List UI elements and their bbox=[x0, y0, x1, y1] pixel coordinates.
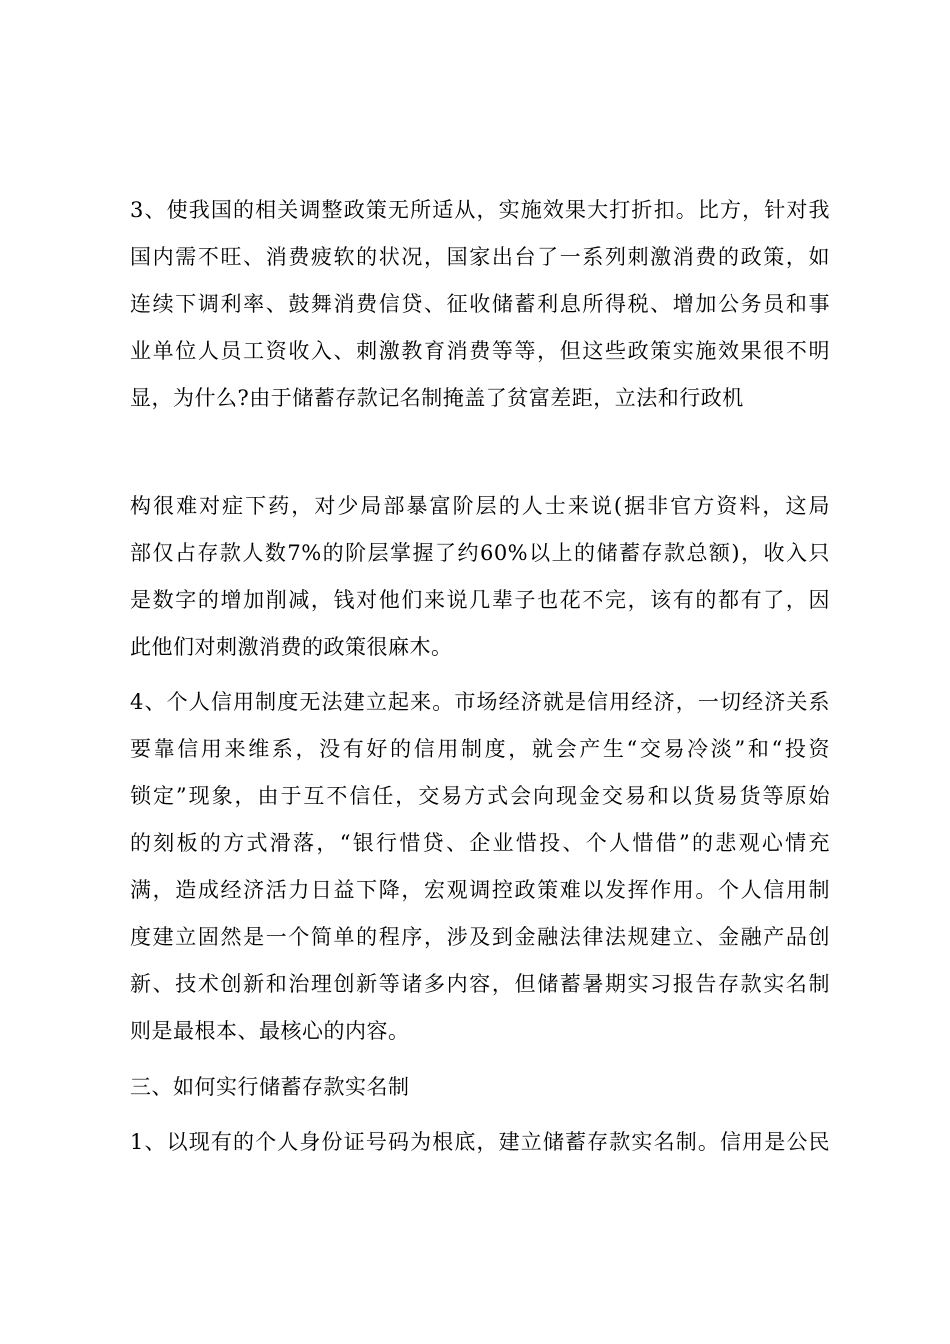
paragraph-3-line-1: 4、个人信用制度无法建立起来。市场经济就是信用经济，一切经济关系 bbox=[130, 690, 830, 714]
paragraph-1-line-5: 显，为什么?由于储蓄存款记名制掩盖了贫富差距，立法和行政机 bbox=[130, 386, 744, 410]
paragraph-3-line-5: 满，造成经济活力日益下降，宏观调控政策难以发挥作用。个人信用制 bbox=[130, 878, 830, 902]
paragraph-3-line-3: 锁定”现象，由于互不信任，交易方式会向现金交易和以货易货等原始 bbox=[130, 784, 830, 808]
paragraph-3-line-2: 要靠信用来维系，没有好的信用制度，就会产生“交易冷淡”和“投资 bbox=[130, 737, 830, 761]
paragraph-1-line-4: 业单位人员工资收入、刺激教育消费等等，但这些政策实施效果很不明 bbox=[130, 339, 830, 363]
section-heading: 三、如何实行储蓄存款实名制 bbox=[130, 1075, 410, 1099]
paragraph-1-line-3: 连续下调利率、鼓舞消费信贷、征收储蓄利息所得税、增加公务员和事 bbox=[130, 292, 830, 316]
paragraph-3-line-7: 新、技术创新和治理创新等诸多内容，但储蓄暑期实习报告存款实名制 bbox=[130, 972, 830, 996]
paragraph-2-line-4: 此他们对刺激消费的政策很麻木。 bbox=[130, 635, 453, 659]
paragraph-2-line-3: 是数字的增加削减，钱对他们来说几辈子也花不完，该有的都有了，因 bbox=[130, 588, 830, 612]
paragraph-3-line-8: 则是最根本、最核心的内容。 bbox=[130, 1019, 410, 1043]
paragraph-4-line-1: 1、以现有的个人身份证号码为根底，建立储蓄存款实名制。信用是公民 bbox=[130, 1130, 830, 1154]
paragraph-3-line-4: 的刻板的方式滑落，“银行惜贷、企业惜投、个人惜借”的悲观心情充 bbox=[130, 831, 830, 855]
paragraph-3-line-6: 度建立固然是一个简单的程序，涉及到金融法律法规建立、金融产品创 bbox=[130, 925, 830, 949]
paragraph-2-line-2: 部仅占存款人数7%的阶层掌握了约60%以上的储蓄存款总额)，收入只 bbox=[130, 541, 830, 565]
paragraph-1-line-1: 3、使我国的相关调整政策无所适从，实施效果大打折扣。比方，针对我 bbox=[130, 198, 830, 222]
paragraph-2-line-1: 构很难对症下药，对少局部暴富阶层的人士来说(据非官方资料，这局 bbox=[130, 494, 830, 518]
paragraph-1-line-2: 国内需不旺、消费疲软的状况，国家出台了一系列刺激消费的政策，如 bbox=[130, 245, 830, 269]
